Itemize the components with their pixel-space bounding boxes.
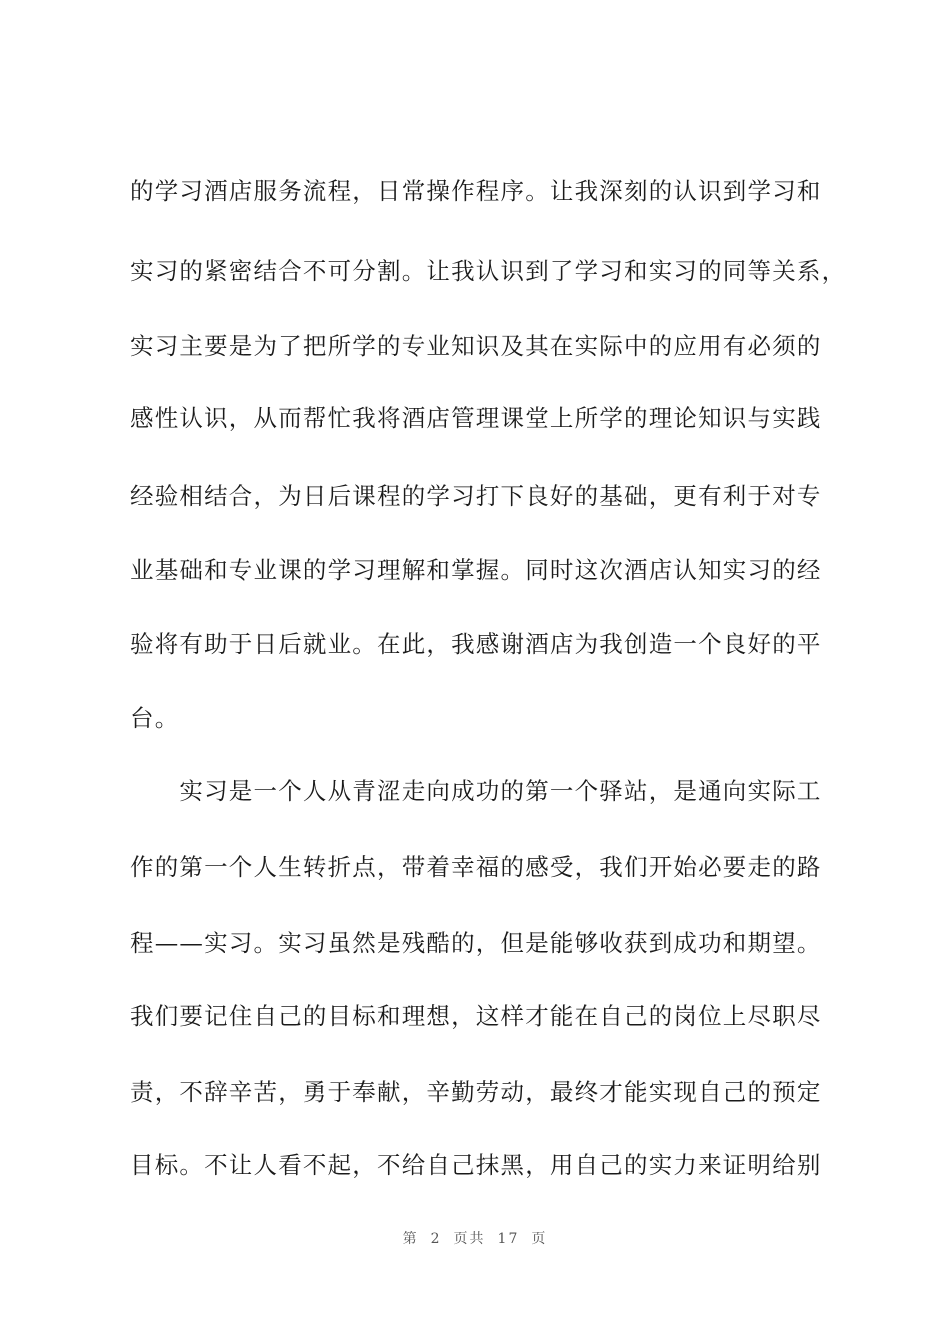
footer-page-number: 2 xyxy=(430,1231,442,1247)
footer-label-di: 第 xyxy=(402,1231,419,1247)
text-line-12: 我们要记住自己的目标和理想，这样才能在自己的岗位上尽职尽 xyxy=(130,1002,822,1030)
text-line-2: 实习的紧密结合不可分割。让我认识到了学习和实习的同等关系， xyxy=(130,257,847,285)
text-line-6: 业基础和专业课的学习理解和掌握。同时这次酒店认知实习的经 xyxy=(130,556,822,584)
footer-label-ye-gong: 页共 xyxy=(453,1231,486,1247)
text-line-13: 责，不辞辛苦，勇于奉献，辛勤劳动，最终才能实现自己的预定 xyxy=(130,1078,822,1106)
text-line-8: 台。 xyxy=(130,704,180,732)
text-line-9: 实习是一个人从青涩走向成功的第一个驿站，是通向实际工 xyxy=(130,777,822,805)
text-line-3: 实习主要是为了把所学的专业知识及其在实际中的应用有必须的 xyxy=(130,332,822,360)
text-line-11: 程——实习。实习虽然是残酷的，但是能够收获到成功和期望。 xyxy=(130,929,822,957)
text-line-14: 目标。不让人看不起，不给自己抹黑，用自己的实力来证明给别 xyxy=(130,1151,822,1179)
text-line-4: 感性认识，从而帮忙我将酒店管理课堂上所学的理论知识与实践 xyxy=(130,404,822,432)
text-line-7: 验将有助于日后就业。在此，我感谢酒店为我创造一个良好的平 xyxy=(130,630,822,658)
text-line-1: 的学习酒店服务流程，日常操作程序。让我深刻的认识到学习和 xyxy=(130,177,822,205)
text-line-5: 经验相结合，为日后课程的学习打下良好的基础，更有利于对专 xyxy=(130,482,822,510)
footer-label-ye: 页 xyxy=(531,1231,548,1247)
footer-total-pages: 17 xyxy=(497,1231,520,1247)
page-footer xyxy=(0,1228,950,1248)
text-line-10: 作的第一个人生转折点，带着幸福的感受，我们开始必要走的路 xyxy=(130,853,822,881)
